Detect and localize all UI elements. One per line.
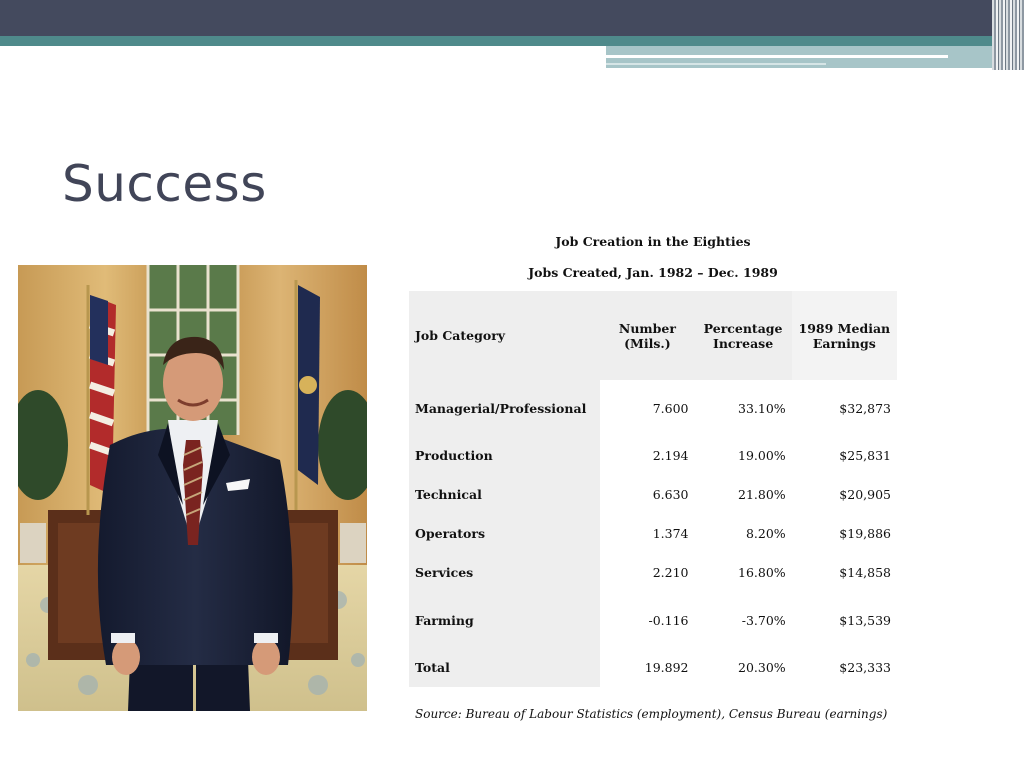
percent-cell: 20.30% — [695, 648, 792, 687]
header-band-dark — [0, 0, 1024, 36]
column-header: 1989 Median Earnings — [792, 291, 897, 380]
table-caption: Job Creation in the Eighties — [555, 234, 751, 249]
number-cell: 7.600 — [600, 380, 694, 436]
table-row-total — [409, 648, 897, 687]
category-cell: Farming — [409, 592, 600, 648]
percent-cell: 33.10% — [695, 380, 792, 436]
earnings-cell: $13,539 — [792, 592, 897, 648]
earnings-cell: $25,831 — [792, 436, 897, 475]
earnings-cell: $19,886 — [792, 514, 897, 553]
source-note: Source: Bureau of Labour Statistics (employment), Census Bureau (earnings) — [415, 707, 888, 721]
category-cell: Technical — [409, 475, 600, 514]
header-accent-line — [606, 63, 826, 65]
table-row — [409, 592, 897, 648]
earnings-cell: $14,858 — [792, 553, 897, 592]
header-band-cut — [0, 46, 606, 52]
column-header: Number (Mils.) — [600, 291, 694, 380]
number-cell: 1.374 — [600, 514, 694, 553]
portrait-photo — [18, 265, 367, 711]
table-row — [409, 380, 897, 436]
table-row — [409, 475, 897, 514]
earnings-cell: $20,905 — [792, 475, 897, 514]
percent-cell: 21.80% — [695, 475, 792, 514]
table-row — [409, 514, 897, 553]
column-header: Percentage Increase — [695, 291, 792, 380]
earnings-cell: $32,873 — [792, 380, 897, 436]
table-header-row — [409, 291, 897, 380]
percent-cell: 8.20% — [695, 514, 792, 553]
job-creation-table — [409, 291, 897, 687]
slide-title: Success — [62, 155, 267, 213]
table-row — [409, 436, 897, 475]
number-cell: 19.892 — [600, 648, 694, 687]
number-cell: -0.116 — [600, 592, 694, 648]
table-row — [409, 553, 897, 592]
earnings-cell: $23,333 — [792, 648, 897, 687]
number-cell: 6.630 — [600, 475, 694, 514]
percent-cell: -3.70% — [695, 592, 792, 648]
category-cell: Production — [409, 436, 600, 475]
table-subcaption: Jobs Created, Jan. 1982 – Dec. 1989 — [528, 265, 778, 280]
category-cell: Operators — [409, 514, 600, 553]
category-cell: Total — [409, 648, 600, 687]
header-band-teal — [0, 36, 1024, 46]
header-accent-line — [606, 55, 948, 58]
percent-cell: 19.00% — [695, 436, 792, 475]
column-header: Job Category — [409, 291, 600, 380]
category-cell: Services — [409, 553, 600, 592]
category-cell: Managerial/Professional — [409, 380, 600, 436]
number-cell: 2.210 — [600, 553, 694, 592]
header-stripes — [992, 0, 1024, 70]
number-cell: 2.194 — [600, 436, 694, 475]
percent-cell: 16.80% — [695, 553, 792, 592]
